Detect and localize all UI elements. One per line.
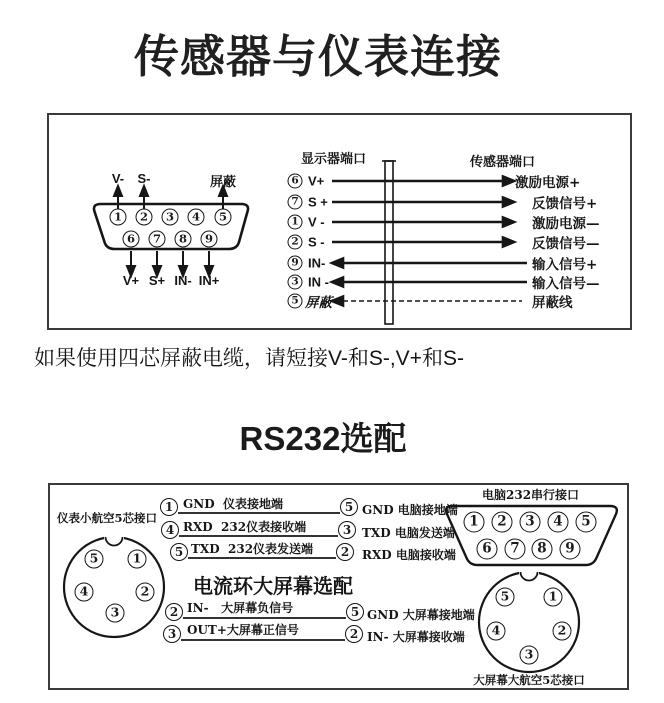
- pin-label-v-plus: V+: [122, 273, 140, 288]
- wire-label: RXD 电脑接收端: [362, 548, 456, 562]
- pin-label-shield: 屏蔽: [209, 174, 237, 189]
- db9-pin-6: 6: [123, 231, 140, 248]
- pin-label-s-plus: S+: [148, 273, 166, 288]
- wire-label: 激励电源—: [532, 216, 600, 232]
- wire-label: 反馈信号—: [532, 236, 600, 252]
- wire-label: IN- 大屏幕接收端: [367, 630, 465, 644]
- wire-pin: 9: [288, 256, 303, 271]
- wire-name: S -: [308, 234, 325, 250]
- wire-name: S +: [308, 194, 328, 210]
- computer-db9-pin-2: 2: [492, 512, 513, 533]
- computer-db9-pin-3: 3: [520, 512, 541, 533]
- page-title: 传感器与仪表连接: [133, 31, 503, 82]
- wire-pin: 2: [165, 603, 183, 621]
- wire-label: IN- 大屏幕负信号: [187, 601, 294, 615]
- wire-name: 屏蔽: [305, 295, 332, 311]
- computer-db9-pin-7: 7: [505, 539, 526, 560]
- db9-pin-4: 4: [188, 209, 205, 226]
- shield-cable-note: 如果使用四芯屏蔽电缆，请短接V-和S-,V+和S-: [34, 347, 464, 370]
- pin-label-in-minus: IN-: [174, 273, 192, 288]
- sensor-port-header: 传感器端口: [470, 155, 536, 170]
- wire-pin: 5: [288, 294, 303, 309]
- wire-pin: 6: [288, 174, 303, 189]
- wire-name: V -: [308, 214, 325, 230]
- wire-pin: 2: [288, 235, 303, 250]
- computer-db9-pin-4: 4: [548, 512, 569, 533]
- aviation-pin-5: 5: [85, 550, 104, 569]
- aviation-pin-4: 4: [75, 583, 94, 602]
- rs232-title: RS232选配: [239, 420, 407, 457]
- aviation-pin-1: 1: [128, 550, 147, 569]
- wire-label: OUT+大屏幕正信号: [187, 623, 299, 637]
- pin-label-v-minus: V-: [111, 171, 125, 186]
- aviation-pin-2: 2: [136, 583, 155, 602]
- instrument-connector-label: 仪表小航空5芯接口: [57, 511, 158, 525]
- wire-pin: 3: [288, 275, 303, 290]
- wire-pin: 2: [336, 543, 354, 561]
- wire-pin: 1: [160, 498, 178, 516]
- bigscreen-pin-4: 4: [487, 622, 506, 641]
- wire-label: TXD 电脑发送端: [362, 526, 455, 540]
- db9-pin-3: 3: [162, 209, 179, 226]
- wire-label: GND 电脑接地端: [362, 503, 458, 517]
- bigscreen-pin-1: 1: [544, 588, 563, 607]
- wire-label: 反馈信号+: [532, 196, 598, 212]
- wire-label: 输入信号+: [532, 257, 598, 273]
- wire-pin: 5: [346, 603, 364, 621]
- wire-pin: 5: [340, 498, 358, 516]
- db9-pin-7: 7: [149, 231, 166, 248]
- db9-pin-9: 9: [201, 231, 218, 248]
- wire-label: GND 大屏幕接地端: [367, 608, 475, 622]
- current-loop-header: 电流环大屏幕选配: [193, 574, 353, 598]
- wire-label: GND 仪表接地端: [183, 497, 283, 511]
- wire-pin: 2: [345, 625, 363, 643]
- computer-db9-pin-1: 1: [464, 512, 485, 533]
- rs232-wiring-panel: [48, 483, 629, 690]
- wire-name: IN-: [308, 255, 326, 271]
- bigscreen-pin-5: 5: [496, 588, 515, 607]
- bigscreen-pin-3: 3: [520, 646, 539, 665]
- bigscreen-connector-label: 大屏幕大航空5芯接口: [473, 673, 585, 687]
- wire-pin: 5: [170, 543, 188, 561]
- computer-db9-pin-9: 9: [560, 539, 581, 560]
- wire-label: 屏蔽线: [532, 295, 573, 311]
- computer-port-label: 电脑232串行接口: [482, 488, 580, 502]
- wire-pin: 3: [338, 521, 356, 539]
- db9-pin-8: 8: [175, 231, 192, 248]
- wire-pin: 3: [163, 625, 181, 643]
- db9-pin-1: 1: [110, 209, 127, 226]
- wire-name: V+: [308, 173, 325, 189]
- sensor-wiring-panel: [47, 113, 632, 330]
- pin-label-in-plus: IN+: [198, 273, 220, 288]
- wire-label: 激励电源+: [515, 175, 581, 191]
- computer-db9-pin-6: 6: [477, 539, 498, 560]
- wire-lines: [332, 177, 527, 306]
- wire-label: 输入信号—: [532, 276, 600, 292]
- computer-db9-pin-5: 5: [576, 512, 597, 533]
- connector-notch: [521, 572, 538, 581]
- aviation-pin-3: 3: [106, 604, 125, 623]
- wire-pin: 7: [288, 195, 303, 210]
- display-port-header: 显示器端口: [301, 152, 367, 167]
- computer-db9-pin-8: 8: [532, 539, 553, 560]
- wire-name: IN -: [308, 274, 329, 290]
- pin-label-s-minus: S-: [137, 171, 151, 186]
- db9-pin-5: 5: [215, 209, 232, 226]
- wire-pin: 4: [161, 521, 179, 539]
- wire-pin: 1: [288, 215, 303, 230]
- wire-label: RXD 232仪表接收端: [183, 520, 307, 534]
- db9-pin-2: 2: [136, 209, 153, 226]
- wire-label: TXD 232仪表发送端: [191, 542, 314, 556]
- bigscreen-pin-2: 2: [553, 622, 572, 641]
- connector-notch: [106, 537, 123, 546]
